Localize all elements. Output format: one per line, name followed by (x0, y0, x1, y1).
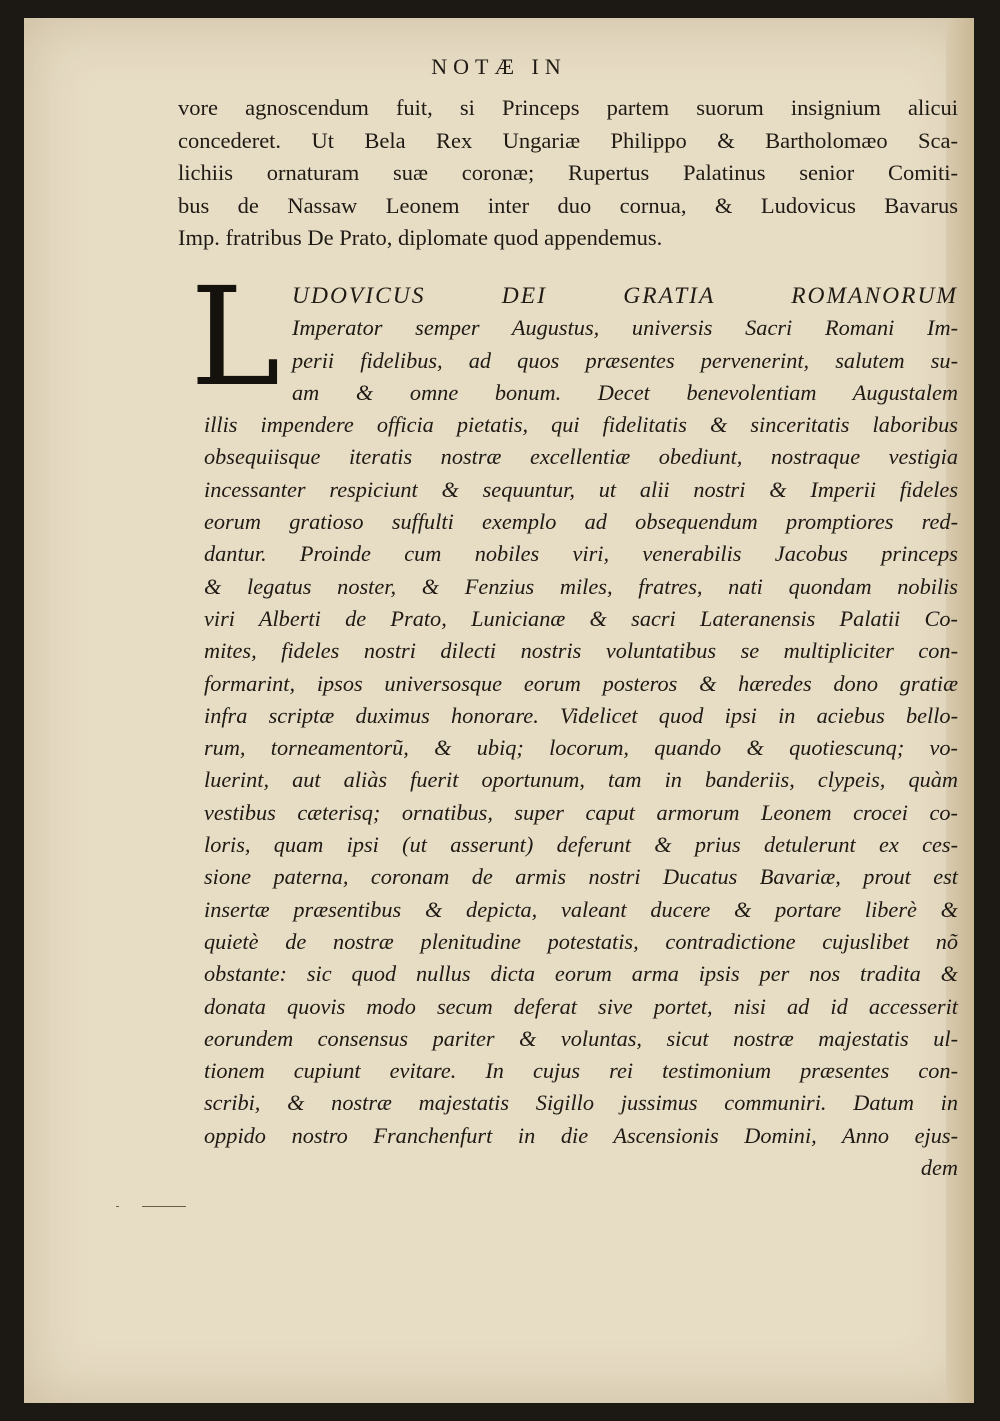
charter-line: luerint, aut aliàs fuerit oportunum, tam in banderiis, clypeis, quàm (204, 767, 958, 793)
catchword: dem (920, 1155, 958, 1181)
intro-line: bus de Nassaw Leonem inter duo cornua, & Ludovicus Bavarus (178, 192, 958, 218)
intro-line: concederet. Ut Bela Rex Ungariæ Philippo & Bartholomæo Sca- (178, 127, 958, 153)
charter-line: quietè de nostræ plenitudine potestatis, contradictione cujuslibet nõ (204, 928, 958, 954)
charter-line: viri Alberti de Prato, Lunicianæ & sacri Lateranensis Palatii Co- (204, 605, 958, 631)
book-page (24, 18, 974, 1403)
charter-line: illis impendere officia pietatis, qui fidelitatis & sinceritatis laboribus (204, 412, 958, 438)
charter-line: & legatus noster, & Fenzius miles, fratres, nati quondam nobilis (204, 573, 958, 599)
charter-line: infra scriptæ duximus honorare. Videlicet quod ipsi in aciebus bello- (204, 702, 958, 728)
charter-line: am & omne bonum. Decet benevolentiam Augustalem (292, 379, 958, 405)
charter-line: rum, torneamentorũ, & ubiq; locorum, quando & quotiescunq; vo- (204, 735, 958, 761)
charter-line: eorundem consensus pariter & voluntas, sicut nostræ majestatis ul- (204, 1025, 958, 1051)
charter-line: dantur. Proinde cum nobiles viri, venerabilis Jacobus princeps (204, 541, 958, 567)
drop-cap-initial: L (190, 259, 281, 417)
charter-line: obsequiisque iteratis nostræ excellentiæ obediunt, nostraque vestigia (204, 444, 958, 470)
intro-line: Imp. fratribus De Prato, diplomate quod appendemus. (178, 225, 663, 250)
charter-line: oppido nostro Franchenfurt in die Ascensionis Domini, Anno ejus- (204, 1122, 958, 1148)
intro-line: lichiis ornaturam suæ coronæ; Rupertus Palatinus senior Comiti- (178, 160, 958, 185)
margin-mark (116, 1206, 196, 1208)
charter-line: UDOVICUS DEI GRATIA ROMANORUM (292, 283, 958, 309)
charter-line: vestibus cæterisq; ornatibus, super caput armorum Leonem crocei co- (204, 799, 958, 825)
charter-line: scribi, & nostræ majestatis Sigillo jussimus communiri. Datum in (204, 1090, 958, 1116)
charter-text (204, 280, 958, 1184)
charter-line: obstante: sic quod nullus dicta eorum arma ipsis per nos tradita & (204, 961, 958, 987)
charter-line: incessanter respiciunt & sequuntur, ut alii nostri & Imperii fideles (204, 476, 958, 502)
running-head: NOTÆ IN (431, 54, 567, 79)
charter-line: insertæ præsentibus & depicta, valeant ducere & portare liberè & (204, 896, 958, 922)
charter-line: perii fidelibus, ad quos præsentes pervenerint, salutem su- (292, 347, 958, 373)
intro-line: vore agnoscendum fuit, si Princeps partem suorum insignium alicui (178, 95, 958, 120)
charter-line: sione paterna, coronam de armis nostri Ducatus Bavariæ, prout est (204, 864, 958, 890)
charter-line: mites, fideles nostri dilecti nostris voluntatibus se multipliciter con- (204, 638, 958, 664)
charter-line: Imperator semper Augustus, universis Sacri Romani Im- (292, 315, 958, 341)
charter-line: tionem cupiunt evitare. In cujus rei testimonium præsentes con- (204, 1058, 958, 1084)
charter-line: formarint, ipsos universosque eorum posteros & hæredes dono gratiæ (204, 670, 958, 696)
charter-line: eorum gratioso suffulti exemplo ad obsequendum promptiores red- (204, 509, 958, 535)
charter-line: loris, quam ipsi (ut asserunt) deferunt & prius detulerunt ex ces- (204, 832, 958, 858)
intro-paragraph (178, 92, 958, 255)
charter-line: donata quovis modo secum deferat sive portet, nisi ad id accesserit (204, 993, 958, 1019)
